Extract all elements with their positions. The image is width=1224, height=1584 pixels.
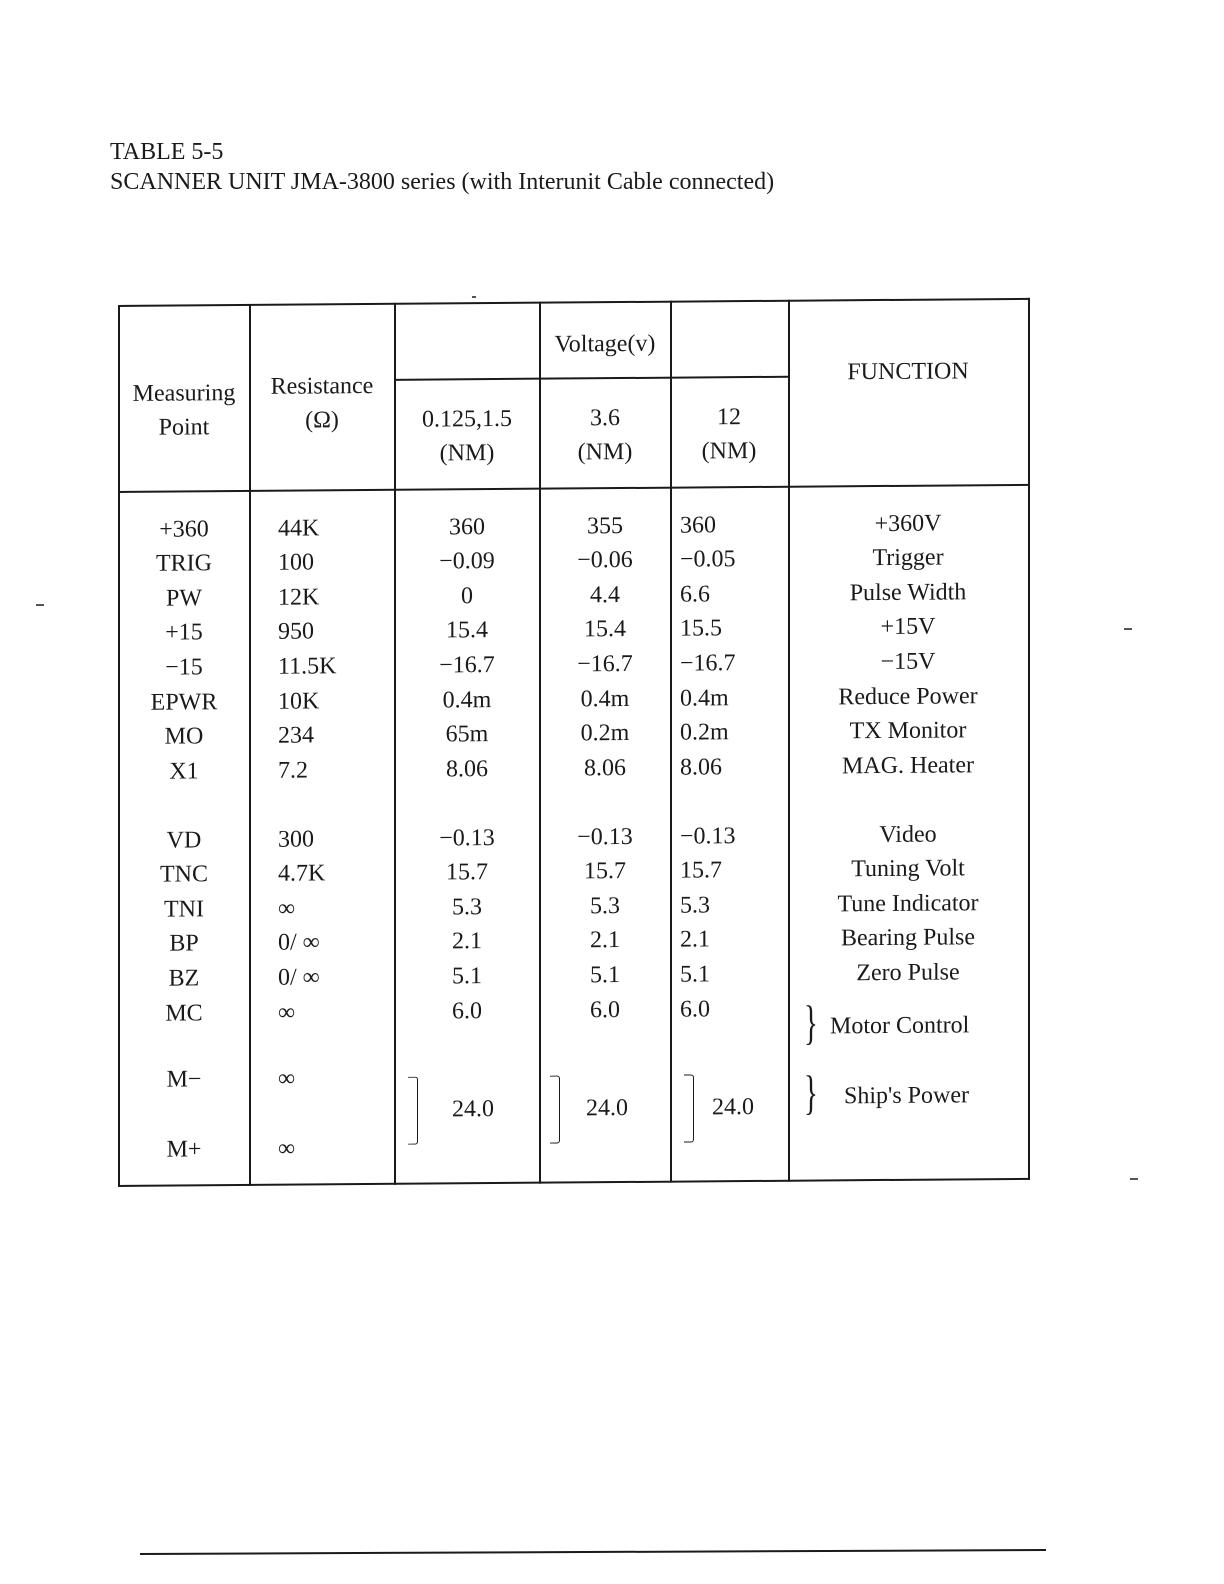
ships-power-label: Ship's Power [844, 1082, 970, 1110]
cell-measuring-point: M+ [166, 1136, 202, 1163]
cell-voltage-2: 5.3 [590, 893, 620, 920]
cell-resistance: ∞ [278, 1065, 296, 1092]
cell-measuring-point: +360 [159, 516, 209, 543]
cell-voltage-3: 15.5 [680, 615, 722, 642]
cell-voltage-1: 5.1 [452, 963, 482, 990]
cell-voltage-2: 5.1 [590, 962, 620, 989]
ships-power-voltage: 24.0 [452, 1096, 494, 1123]
column-divider [394, 303, 396, 1185]
cell-voltage-2: 0.2m [580, 719, 630, 747]
table-bottom-border [118, 1178, 1030, 1187]
header-voltage-range-1: 0.125,1.5 (NM) [422, 405, 512, 467]
voltage-subheader-rule [394, 376, 788, 381]
cell-voltage-1: −0.13 [439, 825, 495, 852]
cell-measuring-point: BZ [168, 965, 200, 992]
cell-resistance: 7.2 [278, 757, 308, 784]
cell-measuring-point: MC [165, 1000, 203, 1027]
cell-resistance: 0/ ∞ [278, 929, 320, 956]
cell-voltage-3: 5.3 [680, 892, 710, 919]
cell-resistance: 4.7K [278, 860, 326, 887]
footer-rule [140, 1549, 1046, 1555]
cell-voltage-3: 2.1 [680, 926, 710, 953]
cell-voltage-3: 8.06 [680, 754, 722, 781]
scan-mark [1130, 1178, 1138, 1180]
cell-resistance: 11.5K [278, 653, 337, 680]
cell-voltage-2: 355 [587, 513, 623, 540]
cell-function: Tuning Volt [851, 855, 965, 883]
cell-resistance: 0/ ∞ [278, 964, 320, 991]
cell-voltage-2: −16.7 [577, 650, 633, 678]
cell-resistance: 44K [278, 515, 320, 542]
cell-measuring-point: MO [164, 723, 204, 750]
cell-function: Zero Pulse [856, 959, 960, 987]
column-divider [539, 302, 541, 1184]
cell-voltage-3: 360 [680, 512, 716, 539]
cell-resistance: 300 [278, 826, 314, 853]
cell-voltage-2: 8.06 [584, 755, 626, 782]
cell-resistance: ∞ [278, 895, 296, 922]
cell-measuring-point: +15 [165, 619, 203, 646]
cell-resistance: 100 [278, 549, 314, 576]
ships-power-brace: } [804, 1066, 818, 1120]
ships-power-voltage: 24.0 [712, 1094, 754, 1121]
cell-voltage-1: −0.09 [439, 548, 495, 575]
cell-voltage-3: 15.7 [680, 857, 722, 884]
cell-function: Bearing Pulse [841, 924, 975, 952]
cell-voltage-3: −0.05 [680, 546, 736, 573]
scan-mark [472, 296, 476, 298]
cell-voltage-2: 0.4m [580, 685, 630, 713]
table-number: TABLE 5-5 [110, 139, 224, 165]
table-left-border [118, 305, 120, 1187]
cell-voltage-3: 5.1 [680, 961, 710, 988]
cell-voltage-2: 2.1 [590, 927, 620, 954]
cell-voltage-3: 6.0 [680, 996, 710, 1023]
ships-power-bracket [408, 1077, 418, 1145]
cell-function: Video [879, 821, 937, 849]
cell-resistance: 10K [278, 688, 320, 715]
header-voltage-range-2: 3.6 (NM) [577, 405, 633, 466]
cell-voltage-3: 6.6 [680, 581, 710, 608]
ships-power-bracket [684, 1074, 694, 1142]
cell-voltage-1: 2.1 [452, 928, 482, 955]
cell-measuring-point: X1 [169, 758, 199, 785]
cell-resistance: 950 [278, 618, 314, 645]
cell-voltage-1: 8.06 [446, 756, 488, 783]
cell-voltage-1: 0.4m [442, 687, 492, 714]
column-divider [670, 301, 672, 1183]
header-bottom-rule [118, 484, 1030, 493]
cell-function: +15V [880, 613, 936, 641]
table-top-border [118, 298, 1030, 307]
cell-resistance: ∞ [278, 999, 296, 1026]
cell-voltage-3: −0.13 [680, 823, 736, 850]
cell-voltage-1: 15.7 [446, 859, 488, 886]
cell-resistance: ∞ [278, 1135, 296, 1162]
cell-voltage-1: 65m [445, 721, 489, 748]
measurement-table [118, 298, 1030, 1187]
cell-resistance: 234 [278, 722, 314, 749]
cell-voltage-1: 6.0 [452, 998, 482, 1025]
header-function: FUNCTION [847, 358, 969, 386]
cell-function: Pulse Width [849, 579, 967, 607]
cell-voltage-2: 4.4 [590, 582, 620, 609]
cell-measuring-point: TNI [164, 896, 204, 923]
cell-function: MAG. Heater [842, 752, 974, 780]
cell-voltage-1: 360 [449, 514, 485, 541]
cell-voltage-1: 0 [461, 583, 473, 610]
motor-control-brace: } [804, 996, 818, 1050]
ships-power-voltage: 24.0 [586, 1094, 628, 1122]
cell-voltage-2: −0.13 [577, 823, 633, 851]
cell-voltage-1: 15.4 [446, 617, 488, 644]
cell-function: Trigger [872, 544, 944, 572]
cell-measuring-point: VD [166, 827, 202, 854]
cell-voltage-1: 5.3 [452, 894, 482, 921]
cell-measuring-point: PW [166, 585, 202, 612]
motor-control-label: Motor Control [830, 1012, 970, 1040]
cell-measuring-point: −15 [165, 654, 203, 681]
cell-measuring-point: M− [166, 1066, 202, 1093]
cell-voltage-3: 0.4m [680, 685, 729, 712]
cell-function: −15V [880, 648, 936, 676]
column-divider [788, 300, 790, 1182]
cell-voltage-3: −16.7 [680, 650, 736, 677]
cell-voltage-2: 15.7 [584, 858, 626, 885]
table-subtitle: SCANNER UNIT JMA-3800 series (with Interunit Cable connected) [110, 169, 775, 195]
cell-voltage-3: 0.2m [680, 719, 729, 746]
ships-power-bracket [550, 1076, 560, 1144]
column-divider [249, 304, 251, 1186]
cell-voltage-2: 6.0 [590, 997, 620, 1024]
header-voltage-range-3: 12 (NM) [701, 404, 757, 465]
table-right-border [1028, 298, 1030, 1180]
header-voltage: Voltage(v) [554, 330, 656, 358]
scan-mark [1124, 628, 1132, 630]
cell-voltage-2: −0.06 [577, 546, 633, 574]
header-measuring-point: Measuring Point [132, 380, 236, 441]
cell-function: +360V [874, 510, 942, 538]
cell-measuring-point: BP [169, 930, 199, 957]
cell-measuring-point: TNC [160, 861, 208, 888]
scan-mark [36, 604, 44, 606]
header-resistance: Resistance (Ω) [270, 372, 374, 434]
cell-voltage-1: −16.7 [439, 652, 495, 679]
cell-voltage-2: 15.4 [584, 616, 626, 643]
cell-measuring-point: EPWR [150, 689, 218, 716]
cell-function: Tune Indicator [837, 890, 979, 918]
cell-resistance: 12K [278, 584, 320, 611]
cell-measuring-point: TRIG [156, 550, 212, 577]
cell-function: Reduce Power [838, 683, 978, 711]
cell-function: TX Monitor [849, 717, 967, 745]
